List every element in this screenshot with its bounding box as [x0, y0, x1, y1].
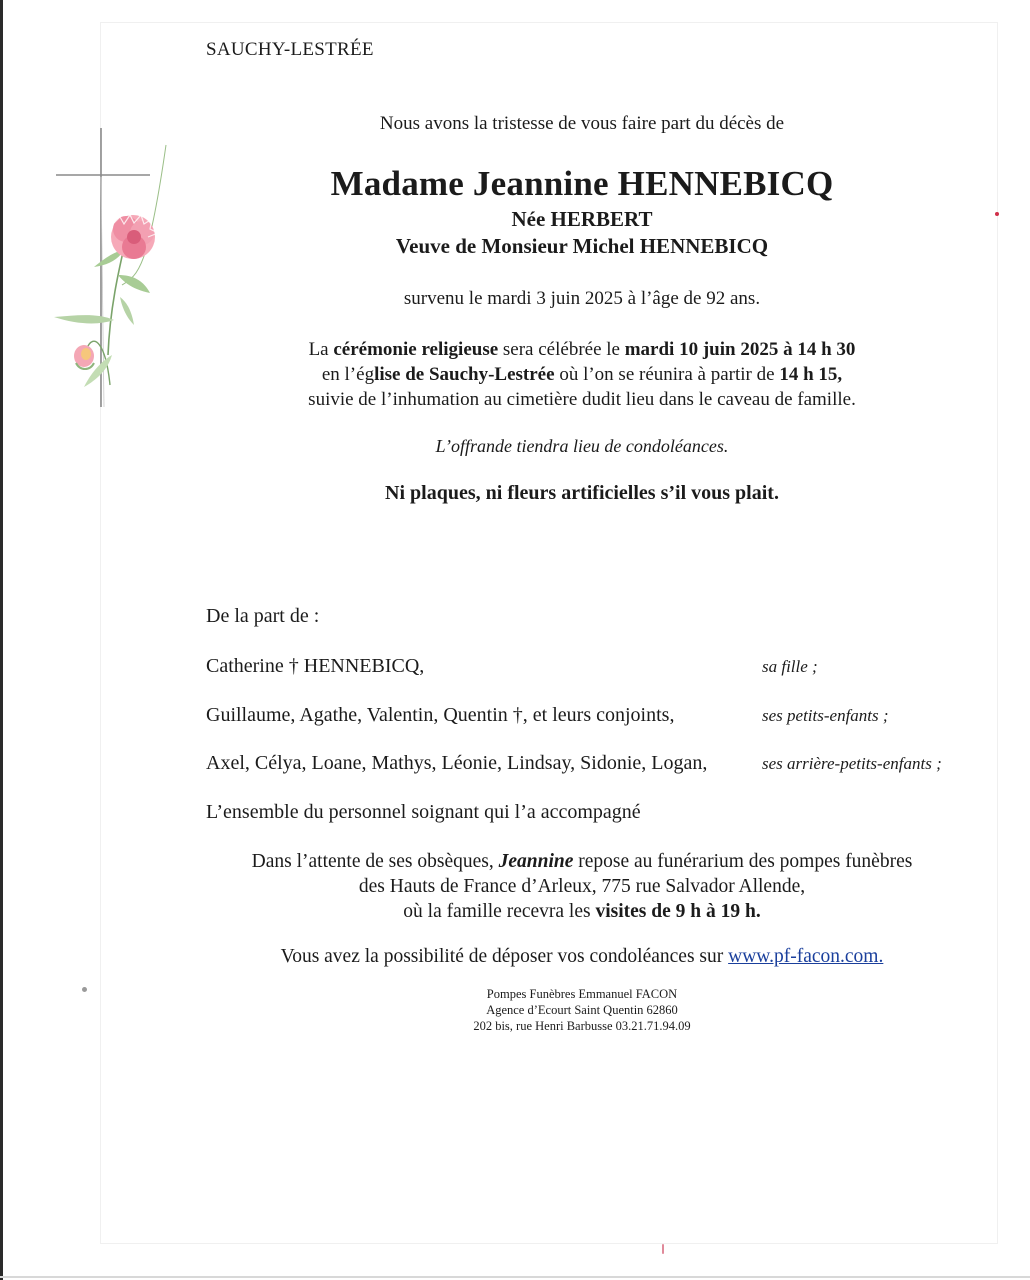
ceremony-date: mardi 10 juin 2025 à 14 h 30 [624, 339, 856, 360]
scan-left-edge [0, 0, 3, 1280]
condolences-line: Vous avez la possibilité de déposer vos condoléances sur www.pf-facon.com. [280, 946, 884, 967]
family-row: Catherine † HENNEBICQ, [206, 655, 425, 677]
ceremony-details [200, 337, 964, 412]
family-relation: ses petits-enfants ; [762, 706, 889, 725]
scan-speck [82, 987, 87, 992]
cross-flower-decoration [48, 125, 178, 410]
widow-of: Veuve de Monsieur Michel HENNEBICQ [395, 234, 769, 258]
ceremony-line-1: La cérémonie religieuse sera célébrée le mardi 10 juin 2025 à 14 h 30 [308, 339, 856, 360]
first-name: Jeannine [498, 851, 574, 872]
location-heading: SAUCHY-LESTRÉE [206, 39, 374, 60]
family-relation: sa fille ; [762, 657, 818, 676]
intro-text: Nous avons la tristesse de vous faire part du décès de [379, 113, 785, 134]
condolences-link[interactable]: www.pf-facon.com. [728, 946, 884, 967]
family-row: Axel, Célya, Loane, Mathys, Léonie, Lindsay, Sidonie, Logan, [206, 752, 708, 774]
funeral-line-1: Dans l’attente de ses obsèques, Jeannine repose au funérarium des pompes funèbres [251, 851, 913, 872]
no-flowers-note: Ni plaques, ni fleurs artificielles s’il vous plait. [385, 482, 779, 504]
footer-address: 202 bis, rue Henri Barbusse 03.21.71.94.09 [473, 1019, 691, 1033]
scan-bottom-edge [0, 1276, 1030, 1278]
from-label: De la part de : [206, 605, 320, 627]
ceremony-line-2: en l’église de Sauchy-Lestrée où l’on se réunira à partir de 14 h 15, [321, 364, 843, 385]
family-relation: ses arrière-petits-enfants ; [762, 754, 942, 773]
footer-agency: Agence d’Ecourt Saint Quentin 62860 [486, 1003, 678, 1017]
maiden-name: Née HERBERT [511, 207, 653, 231]
offering-note: L’offrande tiendra lieu de condoléances. [435, 436, 729, 456]
funeral-company-footer [200, 986, 964, 1034]
ceremony-line-3: suivie de l’inhumation au cimetière dudit lieu dans le caveau de famille. [308, 389, 856, 410]
scan-speck [995, 212, 999, 216]
family-row: L’ensemble du personnel soignant qui l’a accompagné [206, 801, 641, 823]
footer-company: Pompes Funèbres Emmanuel FACON [486, 987, 678, 1001]
family-row: Guillaume, Agathe, Valentin, Quentin †, et leurs conjoints, [206, 704, 675, 726]
page-frame [100, 22, 998, 1244]
deceased-name: Madame Jeannine HENNEBICQ [330, 164, 834, 203]
gathering-time: 14 h 15, [779, 364, 843, 385]
death-notice: survenu le mardi 3 juin 2025 à l’âge de 92 ans. [403, 288, 761, 309]
ceremony-type: cérémonie religieuse [333, 339, 499, 360]
ceremony-place: lise de Sauchy-Lestrée [374, 364, 555, 385]
funeral-home-notice [200, 849, 964, 924]
funeral-line-3: où la famille recevra les visites de 9 h à 19 h. [403, 901, 761, 922]
scan-speck [662, 1244, 664, 1254]
visiting-hours: visites de 9 h à 19 h. [595, 901, 761, 922]
funeral-line-2: des Hauts de France d’Arleux, 775 rue Salvador Allende, [358, 876, 806, 897]
